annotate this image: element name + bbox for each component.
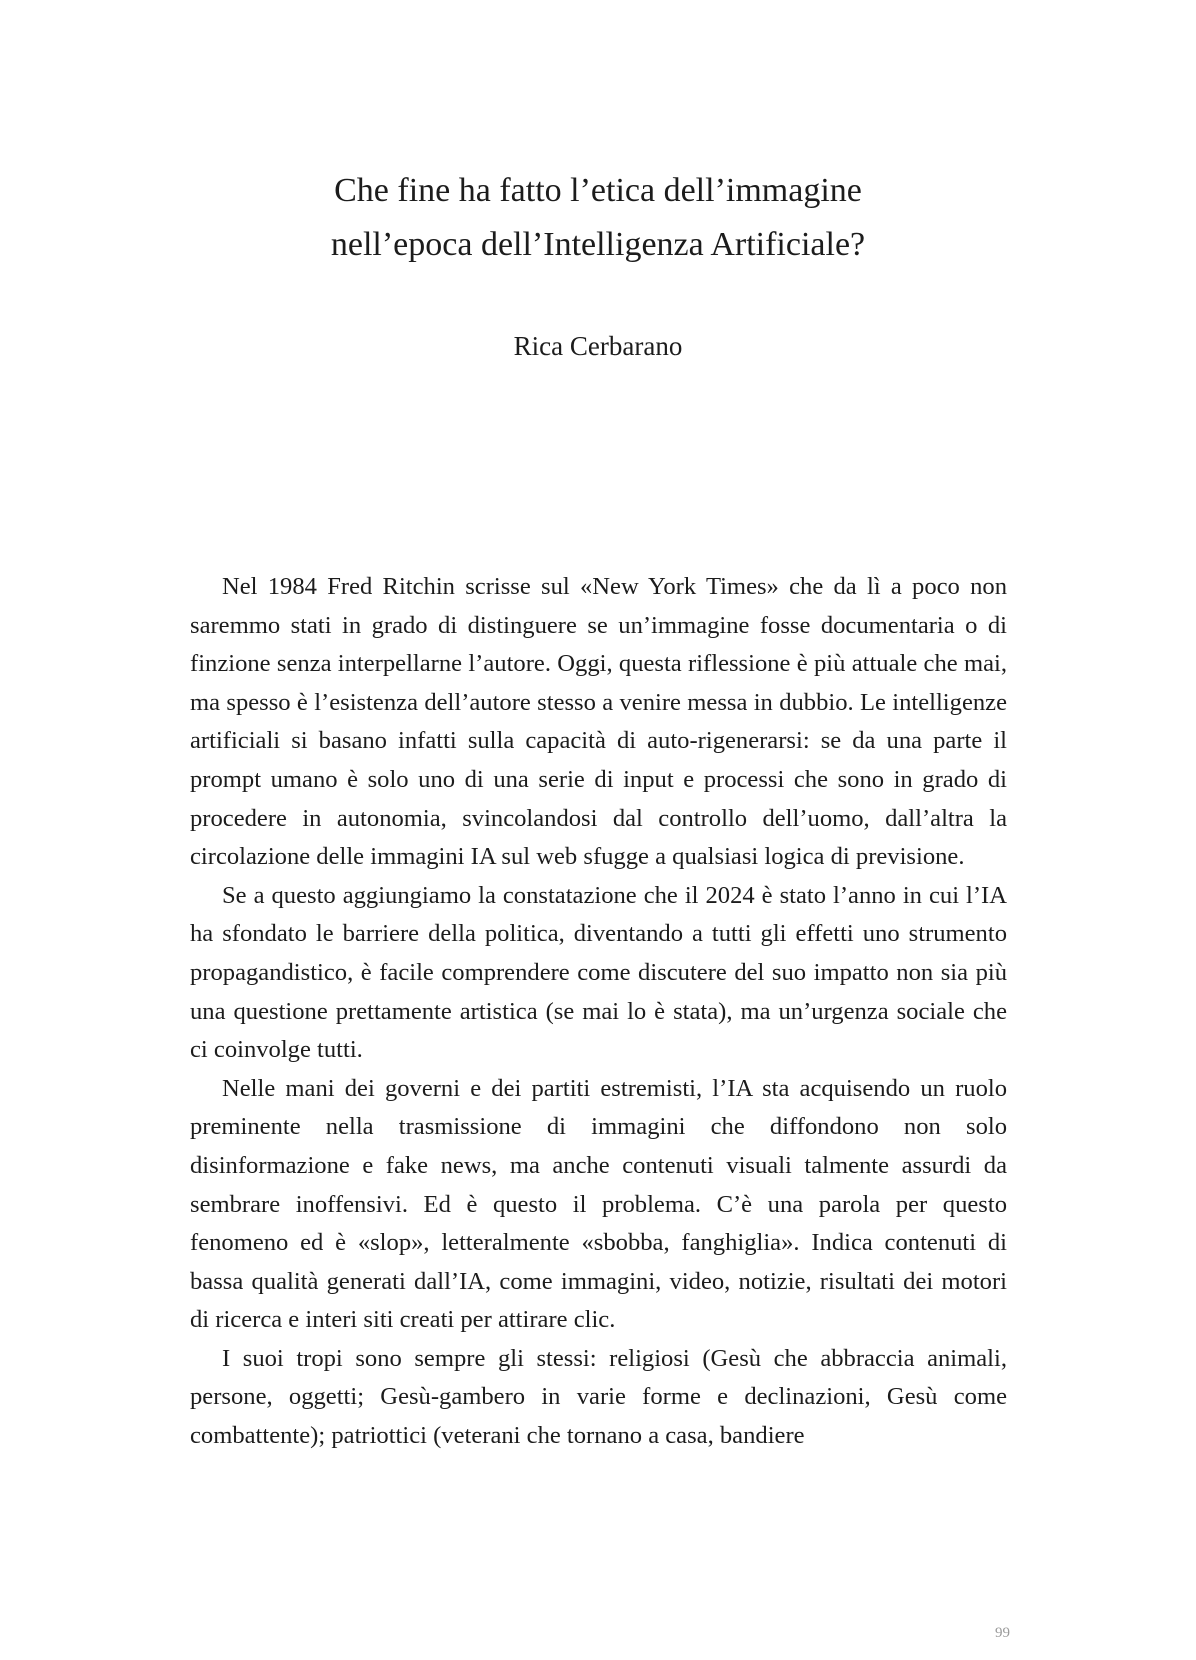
paragraph: Nel 1984 Fred Ritchin scrisse sul «New York Times» che da lì a poco non saremmo stati in grado di distinguere se un’immagine fosse documentaria o di finzione senza interpellarne l’autore. Oggi, questa riflessione è più attuale che mai, ma spesso è l’esistenza dell’autore stesso a venire messa in dubbio. Le intelligenze artificiali si basano infatti sulla capacità di auto-rigenerarsi: se da una parte il prompt umano è solo uno di una serie di input e processi che sono in grado di procedere in autonomia, svincolandosi dal controllo dell’uomo, dall’altra la circolazione delle immagini IA sul web sfugge a qualsiasi logica di previsione. — [190, 573, 1007, 871]
author-name: Rica Cerbarano — [513, 331, 683, 361]
paragraph: Se a questo aggiungiamo la constatazione che il 2024 è stato l’anno in cui l’IA ha sfondato le barriere della politica, diventando a tutti gli effetti uno strumento propagandistico, è facile comprendere come discutere del suo impatto non sia più una questione prettamente artistica (se mai lo è stata), ma un’urgenza sociale che ci coinvolge tutti. — [190, 881, 1007, 1064]
body-text — [190, 568, 1007, 1456]
chapter-title-line-2: nell’epoca dell’Intelligenza Artificiale? — [330, 226, 866, 263]
chapter-title — [0, 164, 1196, 272]
chapter-title-line-1: Che fine ha fatto l’etica dell’immagine — [334, 172, 862, 209]
paragraph: Nelle mani dei governi e dei partiti estremisti, l’IA sta acquisendo un ruolo preminente nella trasmissione di immagini che diffondono non solo disinformazione e fake news, ma anche contenuti visuali talmente assurdi da sembrare inoffensivi. Ed è questo il problema. C’è una parola per questo fenomeno ed è «slop», letteralmente «sbobba, fanghiglia». Indica contenuti di bassa qualità generati dall’IA, come immagini, video, notizie, risultati dei motori di ricerca e interi siti creati per attirare clic. — [190, 1074, 1007, 1334]
paragraph: I suoi tropi sono sempre gli stessi: religiosi (Gesù che abbraccia animali, persone, oggetti; Gesù-gambero in varie forme e declinazioni, Gesù come combattente); patriottici (veterani che tornano a casa, bandiere — [190, 1344, 1007, 1450]
page-number: 99 — [995, 1625, 1010, 1641]
